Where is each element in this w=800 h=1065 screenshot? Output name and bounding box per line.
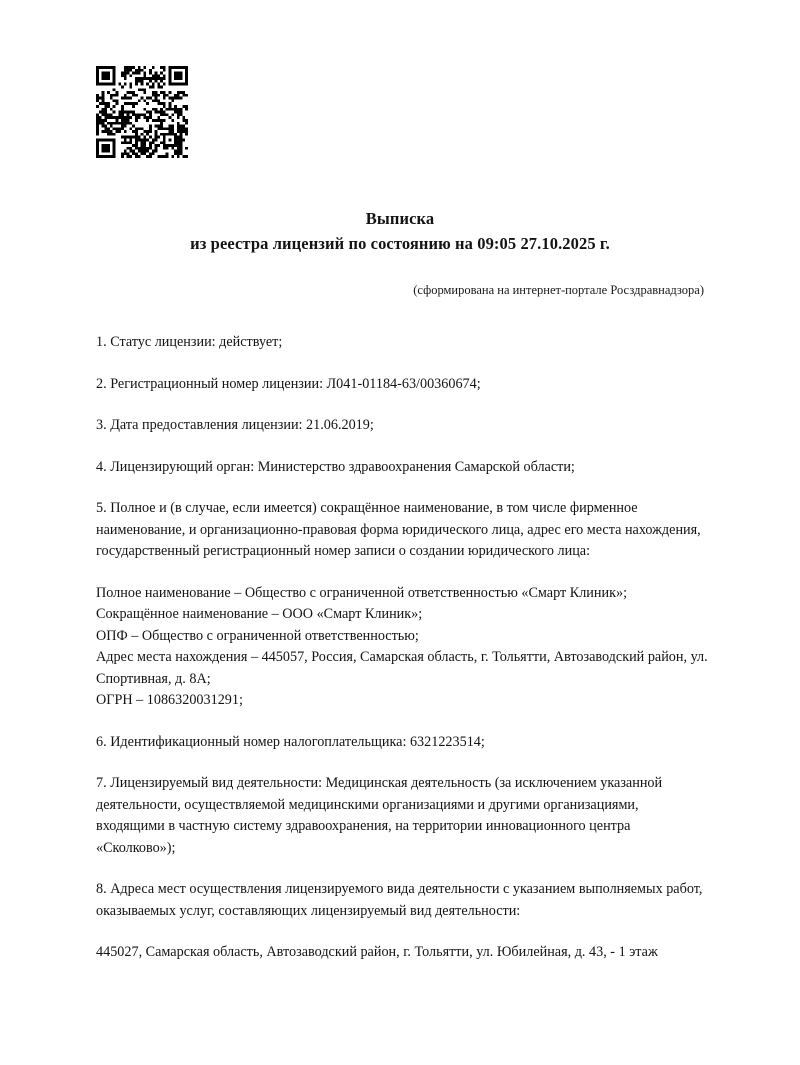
qr-code — [96, 66, 188, 158]
entity-ogrn: ОГРН – 1086320031291; — [96, 692, 243, 708]
entity-details — [96, 583, 708, 712]
entity-legal-form: ОПФ – Общество с ограниченной ответственностью; — [96, 627, 419, 644]
activity-address-entry: 445027, Самарская область, Автозаводский район, г. Тольятти, ул. Юбилейная, д. 43, - 1 этаж — [96, 944, 658, 960]
page-title — [96, 206, 704, 256]
item-grant-date: 3. Дата предоставления лицензии: 21.06.2019; — [96, 417, 374, 433]
item-names-and-form: 5. Полное и (в случае, если имеется) сокращённое наименование, в том числе фирменное наименование, и организационно-правовая форма юридического лица, адрес его места нахождения, государственный регистрационный номер записи о создании юридического лица: — [96, 500, 701, 559]
item-status: 1. Статус лицензии: действует; — [96, 334, 283, 350]
item-activity-addresses: 8. Адреса мест осуществления лицензируемого вида деятельности с указанием выполняемых работ, оказываемых услуг, составляющих лицензируемый вид деятельности: — [96, 881, 703, 919]
entity-short-name: Сокращённое наименование – ООО «Смарт Клиник»; — [96, 606, 423, 622]
entity-full-name: Полное наименование – Общество с ограниченной ответственностью «Смарт Клиник»; — [96, 584, 628, 601]
entity-address: Адрес места нахождения – 445057, Россия, Самарская область, г. Тольятти, Автозаводский район, ул. Спортивная, д. 8А; — [96, 649, 708, 687]
item-licensed-activity: 7. Лицензируемый вид деятельности: Медицинская деятельность (за исключением указанной деятельности, осуществляемой медицинскими организациями и другими организациями, входящими в частную систему здравоохранения, на территории инновационного центра «Сколково»); — [96, 775, 663, 856]
item-taxpayer-number: 6. Идентификационный номер налогоплательщика: 6321223514; — [96, 733, 485, 750]
document-body — [96, 332, 708, 984]
title-line-2: из реестра лицензий по состоянию на 09:05 27.10.2025 г. — [190, 234, 610, 253]
item-registration-number: 2. Регистрационный номер лицензии: Л041-01184-63/00360674; — [96, 375, 481, 392]
item-licensing-authority: 4. Лицензирующий орган: Министерство здравоохранения Самарской области; — [96, 458, 575, 475]
document-subtitle: (сформирована на интернет-портале Росздравнадзора) — [413, 283, 704, 297]
title-line-1: Выписка — [365, 209, 435, 228]
